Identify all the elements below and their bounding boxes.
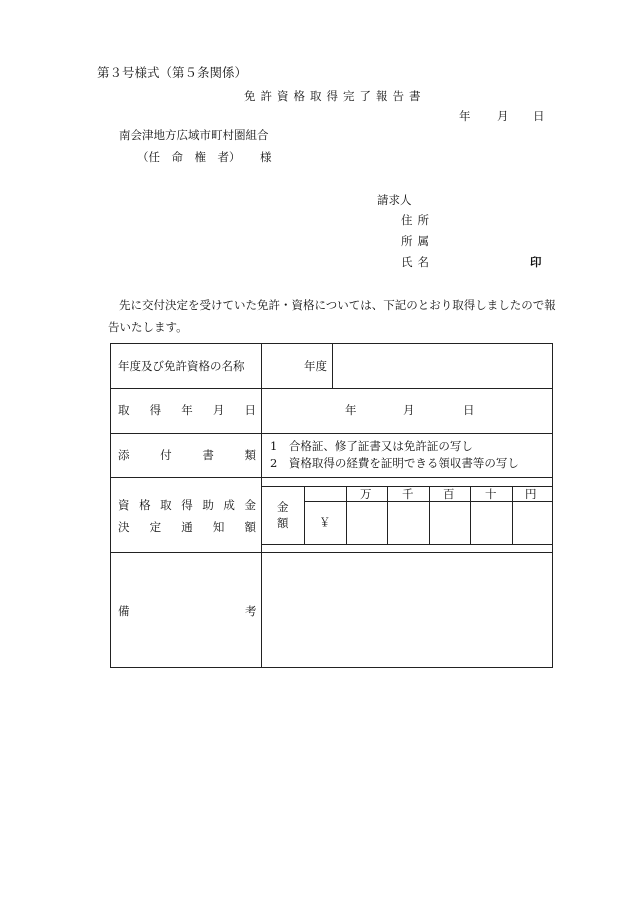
acquisition-day: 日 [463, 403, 475, 417]
license-name-field[interactable] [334, 346, 550, 386]
label-char: 日 [244, 403, 256, 417]
label-char: 助 [202, 498, 214, 512]
label-column-divider [261, 344, 262, 667]
label-year-and-license: 年度及び免許資格の名称 [118, 359, 245, 373]
label-char: 格 [139, 498, 151, 512]
requester-affiliation-label: 所属 [401, 234, 434, 248]
date-month: 月 [497, 109, 509, 123]
requester-name-label: 氏名 [401, 255, 434, 269]
report-form-table [110, 343, 553, 668]
amount-grid-line [304, 486, 305, 544]
year-name-divider [332, 344, 333, 388]
attachment-item-1: 1 合格証、修了証書又は免許証の写し [270, 439, 473, 453]
label-char: 取 [118, 403, 130, 417]
label-remarks-left: 備 [118, 604, 130, 618]
attachment-item-2: 2 資格取得の経費を証明できる領収書等の写し [270, 456, 519, 470]
yen-symbol: ￥ [319, 515, 331, 529]
date-year: 年 [459, 109, 471, 123]
amount-header-line [304, 501, 552, 502]
addressee-honorific: 様 [260, 150, 272, 164]
amount-grid-line [387, 486, 388, 544]
document-title: 免許資格取得完了報告書 [244, 89, 426, 103]
label-char: 付 [160, 448, 172, 462]
label-char: 定 [149, 520, 162, 534]
requester-address-label: 住所 [401, 213, 434, 227]
label-grant-amount-line2 [118, 522, 256, 534]
addressee-org: 南会津地方広域市町村圏組合 [119, 128, 269, 142]
row-divider [111, 388, 552, 389]
amount-grid-line [346, 486, 347, 544]
label-char: 得 [149, 403, 162, 417]
row-divider [111, 552, 552, 553]
label-remarks-right: 考 [245, 604, 257, 618]
label-char: 書 [202, 448, 214, 462]
date-day: 日 [533, 109, 545, 123]
requester-title: 請求人 [377, 193, 412, 207]
body-text-line2: 告いたします。 [108, 320, 188, 334]
fiscal-year-suffix: 年度 [304, 359, 327, 373]
acquisition-month: 月 [403, 403, 415, 417]
label-char: 添 [118, 448, 130, 462]
label-char: 決 [118, 520, 130, 534]
amount-label-bottom: 額 [277, 516, 289, 530]
label-char: 知 [212, 520, 225, 534]
amount-grid-line [512, 486, 513, 544]
unit-en: 円 [525, 487, 537, 501]
label-char: 月 [212, 403, 225, 417]
label-acquisition-date [118, 405, 256, 417]
label-char: 年 [181, 403, 193, 417]
label-char: 資 [118, 498, 130, 512]
row-divider [111, 433, 552, 434]
unit-juu: 十 [485, 487, 497, 501]
label-char: 通 [181, 520, 193, 534]
amount-grid-line [429, 486, 430, 544]
label-char: 得 [181, 498, 193, 512]
acquisition-year: 年 [345, 403, 357, 417]
amount-label-top: 金 [277, 500, 289, 514]
remarks-field[interactable] [264, 556, 550, 664]
unit-hyaku: 百 [443, 487, 455, 501]
amount-grid-line [470, 486, 471, 544]
label-char: 金 [244, 498, 256, 512]
row-divider [111, 477, 552, 478]
unit-sen: 千 [402, 487, 414, 501]
body-text-line1: 先に交付決定を受けていた免許・資格については、下記のとおり取得しましたので報 [119, 298, 556, 312]
label-char: 成 [223, 498, 235, 512]
label-char: 取 [160, 498, 172, 512]
seal-mark: 印 [530, 255, 542, 269]
amount-grid-line [261, 544, 552, 545]
form-number: 第３号様式（第５条関係） [97, 65, 248, 80]
label-char: 額 [244, 520, 256, 534]
label-char: 類 [244, 448, 256, 462]
label-attachments [118, 450, 256, 462]
unit-man: 万 [360, 487, 372, 501]
label-grant-amount-line1 [118, 500, 256, 512]
addressee-authority: （任 命 権 者） [137, 150, 241, 164]
